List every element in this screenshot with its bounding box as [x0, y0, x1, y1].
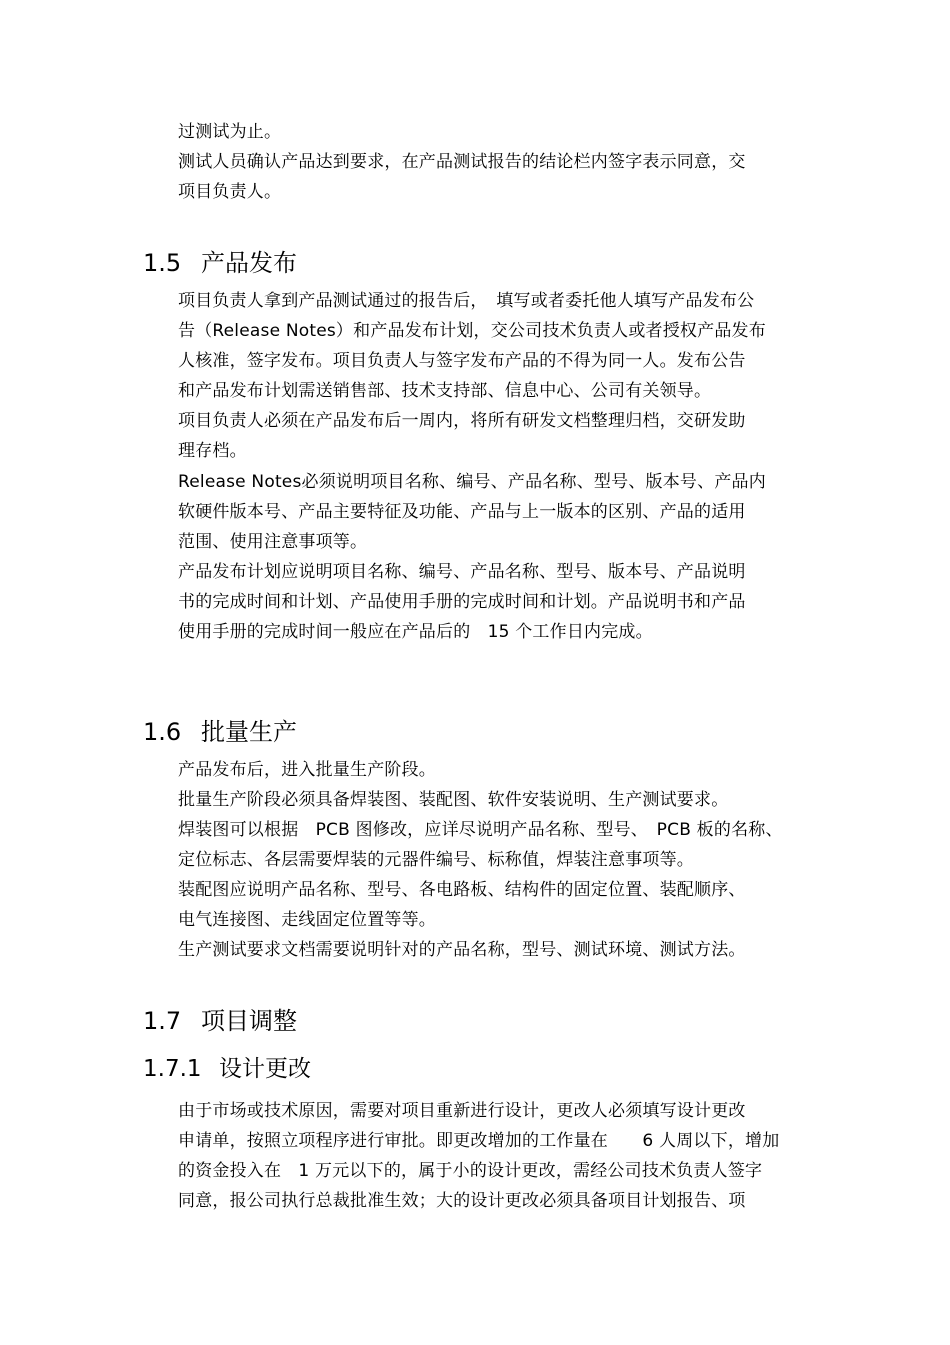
section-title: 项目调整	[201, 1007, 297, 1035]
paragraph-line: 产品发布计划应说明项目名称、编号、产品名称、型号、版本号、产品说明	[178, 562, 746, 582]
paragraph-line: 理存档。	[178, 441, 247, 461]
paragraph-line: 同意，报公司执行总裁批准生效；大的设计更改必须具备项目计划报告、项	[178, 1191, 746, 1211]
paragraph-line: 的资金投入在 1 万元以下的，属于小的设计更改，需经公司技术负责人签字	[178, 1161, 763, 1181]
paragraph-line: 项目负责人必须在产品发布后一周内，将所有研发文档整理归档，交研发助	[178, 411, 746, 431]
paragraph-line: 人核准，签字发布。项目负责人与签字发布产品的不得为同一人。发布公告	[178, 351, 746, 371]
paragraph-line: 生产测试要求文档需要说明针对的产品名称，型号、测试环境、测试方法。	[178, 940, 746, 960]
subsection-title: 设计更改	[219, 1056, 311, 1082]
paragraph-line: 产品发布后，进入批量生产阶段。	[178, 760, 436, 780]
paragraph-line: 焊装图可以根据 PCB 图修改，应详尽说明产品名称、型号、 PCB 板的名称、	[178, 820, 783, 840]
subsection-heading-1-7-1	[143, 1054, 311, 1084]
paragraph-line: 告（Release Notes）和产品发布计划，交公司技术负责人或者授权产品发布	[178, 321, 766, 341]
section-number: 1.5	[143, 249, 182, 277]
paragraph-line: 由于市场或技术原因，需要对项目重新进行设计，更改人必须填写设计更改	[178, 1101, 746, 1121]
section-number: 1.6	[143, 718, 182, 746]
paragraph-line: 使用手册的完成时间一般应在产品后的 15 个工作日内完成。	[178, 622, 653, 642]
subsection-number: 1.7.1	[143, 1056, 202, 1082]
paragraph-line: Release Notes必须说明项目名称、编号、产品名称、型号、版本号、产品内	[178, 472, 766, 492]
paragraph-line: 电气连接图、走线固定位置等等。	[178, 910, 436, 930]
section-heading-1-6	[143, 717, 297, 747]
paragraph-line: 申请单，按照立项程序进行审批。即更改增加的工作量在 6 人周以下，增加	[178, 1131, 780, 1151]
paragraph-line: 项目负责人。	[178, 182, 282, 202]
paragraph-line: 过测试为止。	[178, 122, 282, 142]
section-title: 产品发布	[201, 249, 297, 277]
paragraph-line: 范围、使用注意事项等。	[178, 532, 368, 552]
section-heading-1-7	[143, 1006, 297, 1036]
section-number: 1.7	[143, 1007, 182, 1035]
paragraph-line: 和产品发布计划需送销售部、技术支持部、信息中心、公司有关领导。	[178, 381, 712, 401]
section-heading-1-5	[143, 248, 297, 278]
paragraph-line: 批量生产阶段必须具备焊装图、装配图、软件安装说明、生产测试要求。	[178, 790, 729, 810]
paragraph-line: 测试人员确认产品达到要求，在产品测试报告的结论栏内签字表示同意，交	[178, 152, 746, 172]
paragraph-line: 装配图应说明产品名称、型号、各电路板、结构件的固定位置、装配顺序、	[178, 880, 746, 900]
paragraph-line: 定位标志、各层需要焊装的元器件编号、标称值，焊装注意事项等。	[178, 850, 694, 870]
section-title: 批量生产	[201, 718, 297, 746]
paragraph-line: 软硬件版本号、产品主要特征及功能、产品与上一版本的区别、产品的适用	[178, 502, 746, 522]
paragraph-line: 项目负责人拿到产品测试通过的报告后， 填写或者委托他人填写产品发布公	[178, 291, 755, 311]
paragraph-line: 书的完成时间和计划、产品使用手册的完成时间和计划。产品说明书和产品	[178, 592, 746, 612]
